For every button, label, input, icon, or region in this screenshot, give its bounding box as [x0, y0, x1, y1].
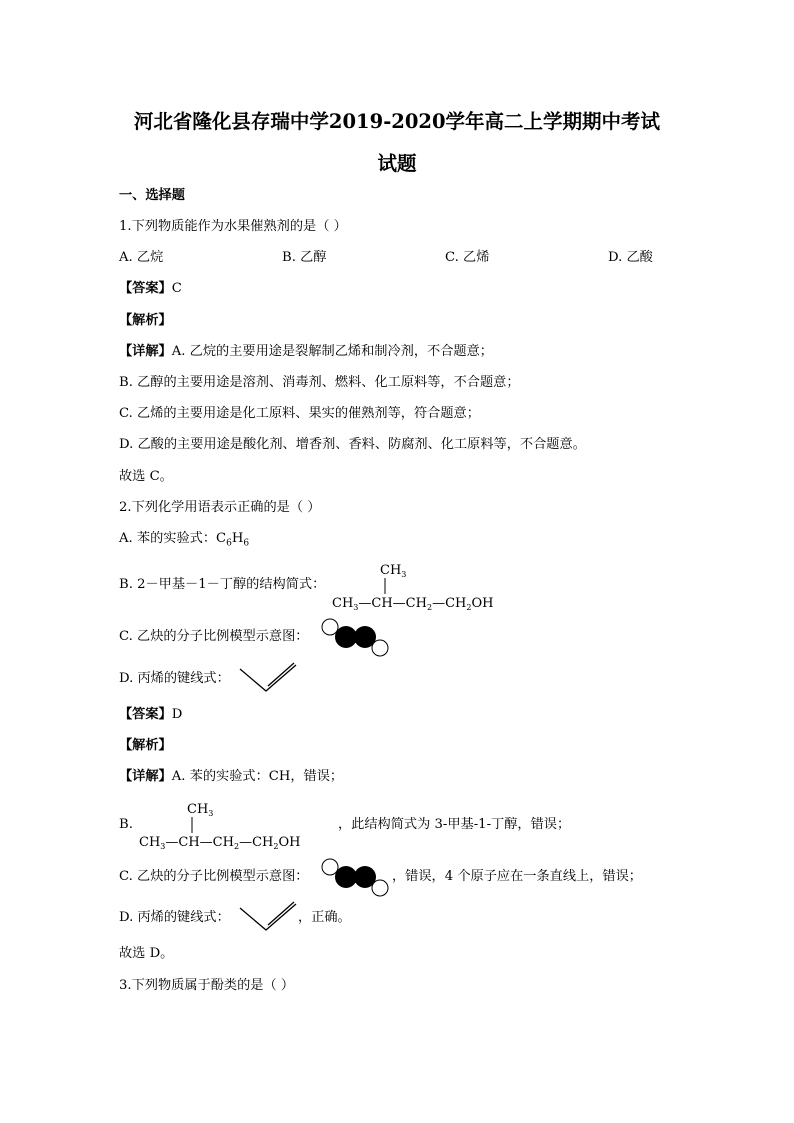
propene-skeletal-formula: [238, 900, 300, 934]
q1-option-a: A. 乙烷: [119, 250, 164, 265]
q1-analysis-tag: 【解析】: [119, 313, 172, 328]
q2-option-a: [119, 530, 249, 553]
q2-option-a-text: A. 苯的实验式：C: [119, 531, 227, 546]
formula-ch3-top: $CH_3$: [187, 802, 214, 818]
acetylene-ball-model: [318, 617, 390, 659]
q2-option-b: B. 2－甲基－1－丁醇的结构简式：: [119, 577, 326, 592]
detail-tag: 【详解】: [119, 769, 172, 784]
answer-tag: 【答案】: [119, 707, 172, 722]
propene-skeletal-formula: [238, 661, 300, 695]
double-bond-line: [268, 663, 294, 686]
hydrogen-atom: [372, 640, 388, 656]
q1-conclusion: 故选 C。: [119, 469, 173, 484]
q2-detail-a: [119, 768, 343, 786]
structural-formula-option-b: [330, 558, 530, 612]
q2-option-d: D. 丙烯的键线式：: [119, 671, 230, 686]
q1-detail-b: B. 乙醇的主要用途是溶剂、消毒剂、燃料、化工原料等，不合题意；: [119, 375, 520, 390]
question-2-stem: 2.下列化学用语表示正确的是（ ）: [119, 500, 321, 515]
carbon-atom: [335, 866, 357, 888]
formula-ch3-top: $CH_3$: [380, 563, 407, 579]
q2-detail-c-suffix: ，错误，4 个原子应在一条直线上，错误；: [392, 869, 642, 884]
document-title: 河北省隆化县存瑞中学2019-2020学年高二上学期期中考试: [133, 110, 661, 133]
double-bond-line: [268, 902, 294, 925]
q2-answer: [119, 706, 182, 724]
q1-answer: [119, 280, 182, 298]
q1-detail-d: D. 乙酸的主要用途是酸化剂、增香剂、香料、防腐剂、化工原料等，不合题意。: [119, 437, 586, 452]
q2-conclusion: 故选 D。: [119, 946, 174, 961]
q2-detail-d-prefix: D. 丙烯的键线式：: [119, 910, 230, 925]
detail-text: A. 苯的实验式：CH，错误；: [171, 769, 344, 784]
detail-text: A. 乙烷的主要用途是裂解制乙烯和制冷剂，不合题意；: [171, 344, 493, 359]
carbon-atom: [335, 626, 357, 648]
hydrogen-atom: [322, 619, 338, 635]
q1-option-d: D. 乙酸: [608, 250, 653, 265]
q2-detail-b-suffix: ，此结构简式为 3-甲基-1-丁醇，错误；: [338, 817, 571, 832]
q2-analysis-tag: 【解析】: [119, 738, 172, 753]
q2-option-c: C. 乙炔的分子比例模型示意图：: [119, 629, 309, 644]
acetylene-ball-model: [318, 857, 390, 899]
q2-detail-b-prefix: B.: [119, 817, 133, 832]
question-1-stem: 1.下列物质能作为水果催熟剂的是（ ）: [119, 219, 347, 234]
document-title-line2: 试题: [377, 152, 417, 175]
q2-detail-c-prefix: C. 乙炔的分子比例模型示意图：: [119, 869, 309, 884]
q2-detail-d-suffix: ，正确。: [298, 910, 351, 925]
detail-tag: 【详解】: [119, 344, 172, 359]
formula-chain: $CH_3—CH—CH_2—CH_2OH$: [332, 596, 494, 612]
hydrogen-atom: [322, 859, 338, 875]
q1-detail-c: C. 乙烯的主要用途是化工原料、果实的催熟剂等，符合题意；: [119, 406, 480, 421]
section-heading: 一、选择题: [119, 188, 185, 203]
structural-formula-analysis: [137, 797, 337, 851]
answer-value: D: [171, 707, 183, 722]
formula-chain: $CH_3—CH—CH_2—CH_2OH$: [139, 835, 301, 851]
answer-value: C: [171, 281, 182, 296]
subscript: 6: [226, 538, 232, 549]
answer-tag: 【答案】: [119, 281, 172, 296]
q2-option-a-h: H: [231, 531, 244, 546]
q1-option-b: B. 乙醇: [282, 250, 327, 265]
subscript: 6: [243, 538, 250, 549]
question-3-stem: 3.下列物质属于酚类的是（ ）: [119, 978, 295, 993]
q1-option-c: C. 乙烯: [445, 250, 490, 265]
q1-detail-a: [119, 343, 493, 361]
hydrogen-atom: [372, 880, 388, 896]
